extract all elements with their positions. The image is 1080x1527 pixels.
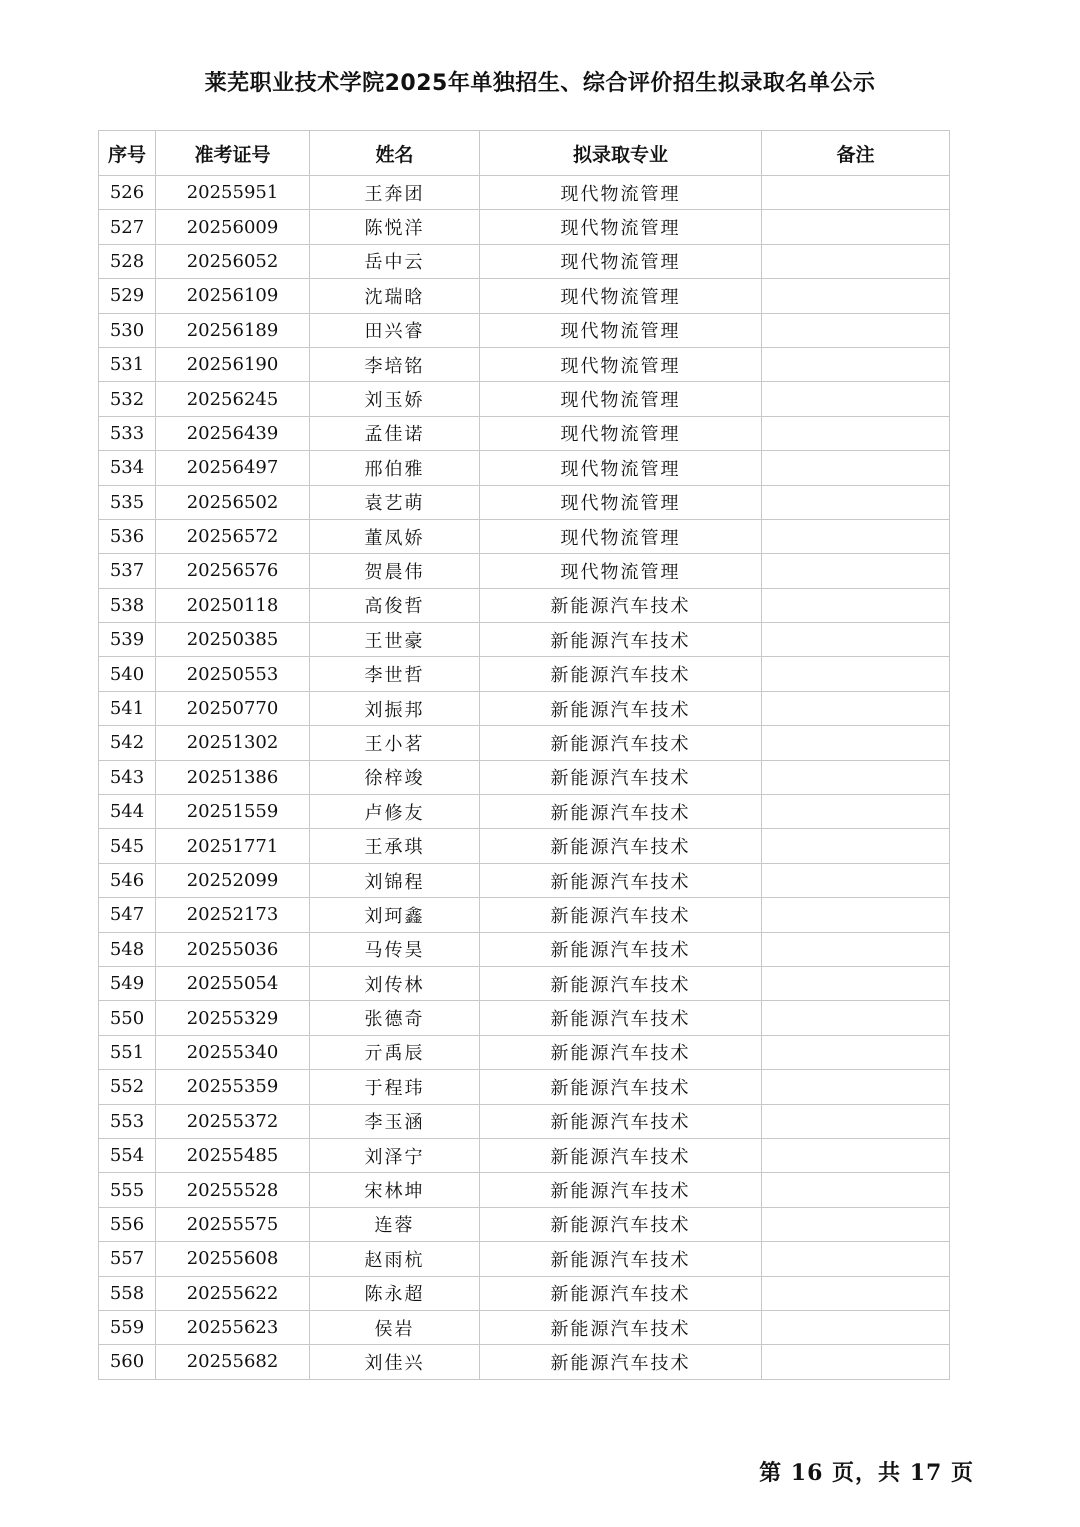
cell-major: 现代物流管理 [480,451,762,485]
cell-serial: 557 [99,1242,156,1276]
cell-serial: 555 [99,1173,156,1207]
document-title: 莱芜职业技术学院2025年单独招生、综合评价招生拟录取名单公示 [204,71,876,96]
header-name: 姓名 [310,131,480,176]
cell-major: 新能源汽车技术 [480,1001,762,1035]
cell-name: 赵雨杭 [310,1242,480,1276]
cell-major: 现代物流管理 [480,176,762,210]
cell-remark [762,1242,950,1276]
cell-remark [762,554,950,588]
cell-name: 侯岩 [310,1310,480,1344]
cell-serial: 538 [99,588,156,622]
cell-serial: 537 [99,554,156,588]
cell-major: 新能源汽车技术 [480,1104,762,1138]
table-row [99,1276,950,1310]
cell-name: 刘玉娇 [310,382,480,416]
cell-name: 连蓉 [310,1207,480,1241]
cell-exam-id: 20251559 [156,795,310,829]
table-row [99,1001,950,1035]
cell-serial: 539 [99,623,156,657]
cell-remark [762,416,950,450]
cell-serial: 556 [99,1207,156,1241]
cell-major: 现代物流管理 [480,210,762,244]
cell-major: 新能源汽车技术 [480,1138,762,1172]
table-row [99,347,950,381]
cell-serial: 553 [99,1104,156,1138]
cell-remark [762,347,950,381]
cell-serial: 533 [99,416,156,450]
cell-serial: 544 [99,795,156,829]
table-row [99,1070,950,1104]
cell-name: 田兴睿 [310,313,480,347]
cell-name: 亓禹辰 [310,1035,480,1069]
table-body [99,176,950,1380]
table-row [99,416,950,450]
cell-name: 孟佳诺 [310,416,480,450]
cell-major: 现代物流管理 [480,416,762,450]
cell-serial: 534 [99,451,156,485]
cell-exam-id: 20256245 [156,382,310,416]
cell-exam-id: 20250770 [156,691,310,725]
table-row [99,313,950,347]
table-row [99,657,950,691]
cell-exam-id: 20255329 [156,1001,310,1035]
header-major: 拟录取专业 [480,131,762,176]
cell-exam-id: 20250553 [156,657,310,691]
cell-exam-id: 20252173 [156,898,310,932]
cell-name: 马传昊 [310,932,480,966]
header-serial: 序号 [99,131,156,176]
cell-exam-id: 20255485 [156,1138,310,1172]
cell-exam-id: 20255528 [156,1173,310,1207]
cell-name: 刘泽宁 [310,1138,480,1172]
cell-exam-id: 20256189 [156,313,310,347]
cell-name: 王世豪 [310,623,480,657]
cell-serial: 529 [99,279,156,313]
cell-name: 张德奇 [310,1001,480,1035]
cell-remark [762,829,950,863]
cell-serial: 527 [99,210,156,244]
cell-serial: 546 [99,863,156,897]
table-row [99,898,950,932]
table-row [99,932,950,966]
cell-major: 新能源汽车技术 [480,829,762,863]
cell-major: 新能源汽车技术 [480,623,762,657]
cell-name: 王奔团 [310,176,480,210]
cell-major: 新能源汽车技术 [480,863,762,897]
cell-name: 陈悦洋 [310,210,480,244]
cell-serial: 554 [99,1138,156,1172]
table-row [99,691,950,725]
cell-remark [762,1276,950,1310]
admission-table [98,130,950,1380]
cell-exam-id: 20255036 [156,932,310,966]
cell-serial: 547 [99,898,156,932]
cell-remark [762,1001,950,1035]
cell-exam-id: 20255622 [156,1276,310,1310]
header-exam-id: 准考证号 [156,131,310,176]
cell-exam-id: 20256572 [156,519,310,553]
table-row [99,795,950,829]
cell-serial: 532 [99,382,156,416]
cell-exam-id: 20256439 [156,416,310,450]
cell-serial: 536 [99,519,156,553]
cell-serial: 545 [99,829,156,863]
cell-major: 新能源汽车技术 [480,1035,762,1069]
cell-major: 新能源汽车技术 [480,1207,762,1241]
cell-remark [762,451,950,485]
cell-exam-id: 20255951 [156,176,310,210]
cell-serial: 543 [99,760,156,794]
cell-name: 宋林坤 [310,1173,480,1207]
cell-remark [762,898,950,932]
cell-name: 刘传林 [310,966,480,1000]
cell-exam-id: 20250118 [156,588,310,622]
cell-exam-id: 20256190 [156,347,310,381]
cell-name: 李世哲 [310,657,480,691]
header-remark: 备注 [762,131,950,176]
cell-remark [762,760,950,794]
cell-name: 于程玮 [310,1070,480,1104]
cell-serial: 528 [99,244,156,278]
cell-major: 现代物流管理 [480,279,762,313]
cell-remark [762,313,950,347]
cell-remark [762,1035,950,1069]
cell-exam-id: 20252099 [156,863,310,897]
cell-serial: 540 [99,657,156,691]
cell-serial: 535 [99,485,156,519]
cell-remark [762,726,950,760]
table-row [99,623,950,657]
cell-major: 现代物流管理 [480,485,762,519]
cell-name: 岳中云 [310,244,480,278]
cell-major: 新能源汽车技术 [480,1345,762,1379]
cell-exam-id: 20255372 [156,1104,310,1138]
cell-name: 董凤娇 [310,519,480,553]
cell-name: 刘珂鑫 [310,898,480,932]
table-row [99,210,950,244]
cell-exam-id: 20251771 [156,829,310,863]
cell-remark [762,176,950,210]
cell-name: 徐梓竣 [310,760,480,794]
cell-remark [762,485,950,519]
cell-serial: 550 [99,1001,156,1035]
cell-major: 新能源汽车技术 [480,691,762,725]
cell-major: 新能源汽车技术 [480,932,762,966]
table-row [99,279,950,313]
cell-serial: 552 [99,1070,156,1104]
cell-serial: 551 [99,1035,156,1069]
cell-name: 王小茗 [310,726,480,760]
table-header-row [99,131,950,176]
cell-exam-id: 20256052 [156,244,310,278]
cell-exam-id: 20255682 [156,1345,310,1379]
cell-remark [762,966,950,1000]
table-row [99,1138,950,1172]
table-row [99,760,950,794]
cell-major: 新能源汽车技术 [480,1276,762,1310]
cell-major: 现代物流管理 [480,554,762,588]
cell-exam-id: 20256109 [156,279,310,313]
cell-remark [762,1310,950,1344]
cell-serial: 560 [99,1345,156,1379]
cell-remark [762,1138,950,1172]
cell-remark [762,279,950,313]
cell-major: 新能源汽车技术 [480,1070,762,1104]
cell-major: 新能源汽车技术 [480,657,762,691]
cell-name: 刘振邦 [310,691,480,725]
cell-remark [762,519,950,553]
table-row [99,1104,950,1138]
cell-serial: 548 [99,932,156,966]
cell-remark [762,1173,950,1207]
cell-exam-id: 20256502 [156,485,310,519]
cell-major: 现代物流管理 [480,244,762,278]
cell-exam-id: 20255608 [156,1242,310,1276]
cell-remark [762,1070,950,1104]
table-row [99,1242,950,1276]
cell-major: 新能源汽车技术 [480,726,762,760]
cell-serial: 559 [99,1310,156,1344]
cell-exam-id: 20255340 [156,1035,310,1069]
cell-exam-id: 20255575 [156,1207,310,1241]
table-row [99,863,950,897]
cell-exam-id: 20255359 [156,1070,310,1104]
cell-major: 现代物流管理 [480,313,762,347]
cell-exam-id: 20255054 [156,966,310,1000]
cell-exam-id: 20256009 [156,210,310,244]
cell-remark [762,588,950,622]
cell-exam-id: 20255623 [156,1310,310,1344]
cell-remark [762,657,950,691]
cell-major: 现代物流管理 [480,519,762,553]
cell-remark [762,932,950,966]
cell-major: 新能源汽车技术 [480,1173,762,1207]
cell-name: 袁艺萌 [310,485,480,519]
table-row [99,1173,950,1207]
table-row [99,382,950,416]
cell-exam-id: 20251386 [156,760,310,794]
cell-serial: 549 [99,966,156,1000]
cell-name: 邢伯雅 [310,451,480,485]
cell-serial: 541 [99,691,156,725]
cell-name: 陈永超 [310,1276,480,1310]
cell-name: 刘锦程 [310,863,480,897]
cell-name: 王承琪 [310,829,480,863]
cell-serial: 531 [99,347,156,381]
table-row [99,726,950,760]
cell-remark [762,1207,950,1241]
cell-remark [762,244,950,278]
cell-serial: 526 [99,176,156,210]
cell-exam-id: 20250385 [156,623,310,657]
cell-name: 刘佳兴 [310,1345,480,1379]
cell-major: 现代物流管理 [480,347,762,381]
cell-major: 现代物流管理 [480,382,762,416]
table-row [99,588,950,622]
table-row [99,1207,950,1241]
cell-name: 卢修友 [310,795,480,829]
cell-name: 沈瑞晗 [310,279,480,313]
cell-remark [762,623,950,657]
cell-major: 新能源汽车技术 [480,898,762,932]
cell-major: 新能源汽车技术 [480,588,762,622]
cell-major: 新能源汽车技术 [480,966,762,1000]
cell-major: 新能源汽车技术 [480,760,762,794]
cell-major: 新能源汽车技术 [480,795,762,829]
cell-remark [762,382,950,416]
table-row [99,244,950,278]
cell-remark [762,210,950,244]
table-row [99,1345,950,1379]
table-row [99,451,950,485]
cell-remark [762,1345,950,1379]
table-row [99,829,950,863]
cell-name: 高俊哲 [310,588,480,622]
page-number: 第 16 页，共 17 页 [759,1460,974,1486]
cell-name: 李培铭 [310,347,480,381]
table-row [99,1035,950,1069]
cell-exam-id: 20256576 [156,554,310,588]
table-row [99,966,950,1000]
cell-remark [762,691,950,725]
cell-major: 新能源汽车技术 [480,1242,762,1276]
cell-serial: 542 [99,726,156,760]
cell-serial: 558 [99,1276,156,1310]
cell-remark [762,795,950,829]
cell-remark [762,863,950,897]
cell-remark [762,1104,950,1138]
cell-serial: 530 [99,313,156,347]
table-row [99,485,950,519]
cell-exam-id: 20256497 [156,451,310,485]
cell-name: 贺晨伟 [310,554,480,588]
cell-name: 李玉涵 [310,1104,480,1138]
table-row [99,554,950,588]
table-row [99,176,950,210]
table-row [99,1310,950,1344]
table-row [99,519,950,553]
cell-exam-id: 20251302 [156,726,310,760]
cell-major: 新能源汽车技术 [480,1310,762,1344]
